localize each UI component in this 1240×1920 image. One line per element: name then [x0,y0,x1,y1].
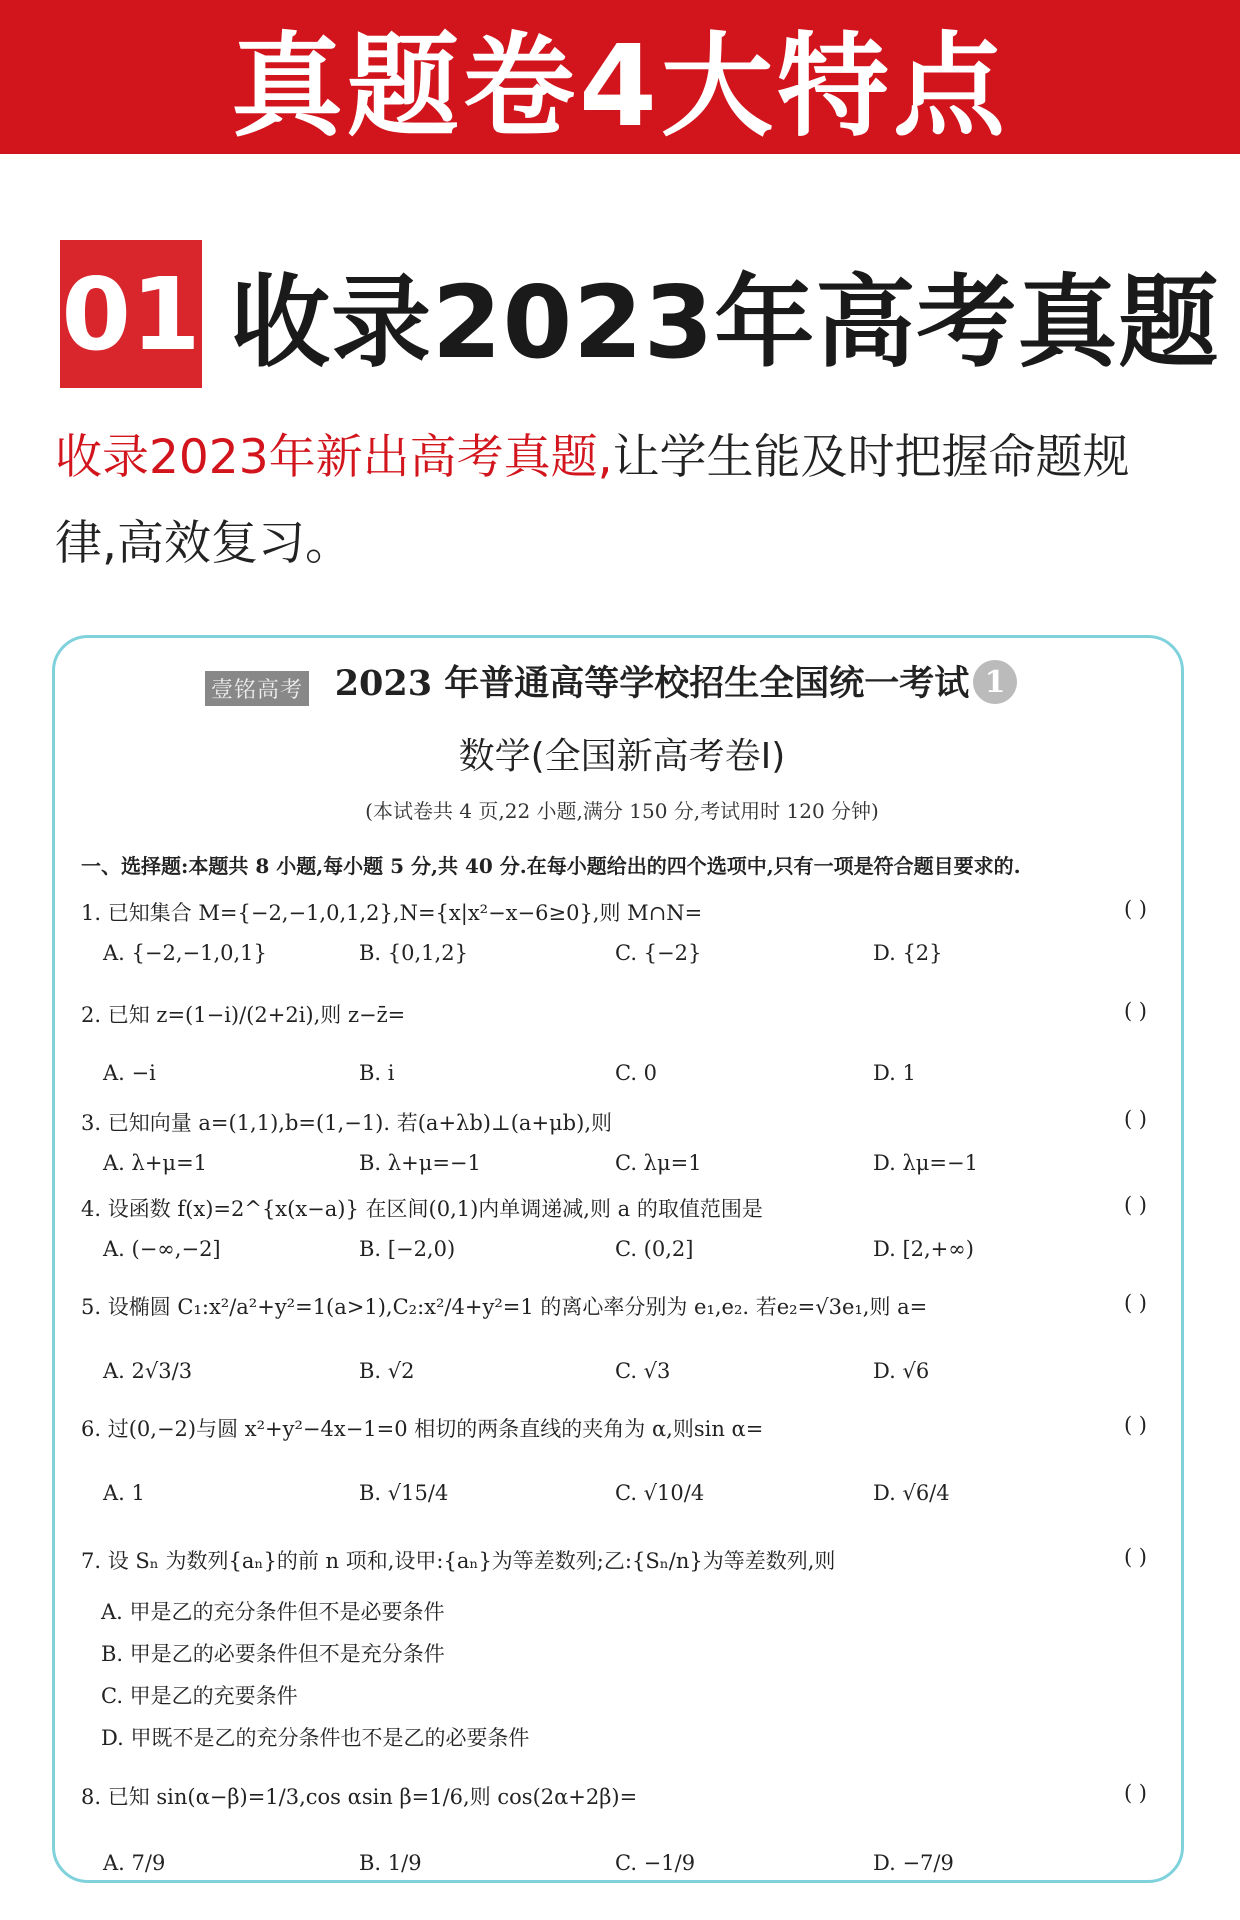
options-1 [103,941,1167,965]
section-heading: 一、选择题:本题共 8 小题,每小题 5 分,共 40 分.在每小题给出的四个选项中,只有一项是符合题目要求的. [81,854,1021,878]
question-2 [81,999,1167,1029]
option: A. −i [103,1061,156,1085]
paper-header [77,656,1167,706]
options-3 [103,1151,1167,1175]
option: B. i [359,1061,395,1085]
question-1 [81,897,1167,927]
question-stem: 5. 设椭圆 C₁:x²/a²+y²=1(a>1),C₂:x²/4+y²=1 的离心率分别为 e₁,e₂. 若e₂=√3e₁,则 a= [81,1295,928,1319]
exam-subject: 数学(全国新高考卷Ⅰ) [458,736,786,777]
question-5 [81,1291,1167,1321]
answer-paren: ( ) [1123,999,1147,1023]
banner-title: 真题卷4大特点 [231,21,1009,152]
options-8 [103,1851,1167,1875]
exam-paper [77,656,1167,1875]
option: D. 1 [873,1061,916,1085]
question-stem: 2. 已知 z=(1−i)/(2+2i),则 z−z̄= [81,1003,406,1027]
option: A. 甲是乙的充分条件但不是必要条件 [101,1600,445,1624]
question-stem: 3. 已知向量 a=(1,1),b=(1,−1). 若(a+λb)⊥(a+μb),则 [81,1111,612,1135]
option: A. 2√3/3 [103,1359,193,1383]
question-4 [81,1193,1167,1223]
question-8 [81,1781,1167,1811]
options-5 [103,1359,1167,1383]
option: B. 1/9 [359,1851,422,1875]
option: D. [2,+∞) [873,1237,974,1261]
option: C. {−2} [615,941,702,965]
brand-tag: 壹铭高考 [205,671,309,706]
option: C. √3 [615,1359,671,1383]
option: D. {2} [873,941,943,965]
option: B. √15/4 [359,1481,449,1505]
option: A. 7/9 [103,1851,166,1875]
options-2 [103,1061,1167,1085]
option: C. 0 [615,1061,658,1085]
question-stem: 8. 已知 sin(α−β)=1/3,cos αsin β=1/6,则 cos(2α+2β)= [81,1785,638,1809]
option: C. √10/4 [615,1481,705,1505]
feature-number: 01 [60,240,202,388]
desc-rest-2: 律,高效复习。 [55,516,352,571]
option: D. −7/9 [873,1851,954,1875]
answer-paren: ( ) [1123,897,1147,921]
option: A. 1 [103,1481,145,1505]
option: C. 甲是乙的充要条件 [101,1684,298,1708]
answer-paren: ( ) [1123,1413,1147,1437]
exam-paper-frame [52,635,1184,1883]
exam-info: (本试卷共 4 页,22 小题,满分 150 分,考试用时 120 分钟) [365,799,879,823]
question-7 [81,1545,1167,1575]
option: D. √6/4 [873,1481,950,1505]
answer-paren: ( ) [1123,1107,1147,1131]
options-4 [103,1237,1167,1261]
option: A. λ+μ=1 [103,1151,208,1175]
option: C. (0,2] [615,1237,694,1261]
question-3 [81,1107,1167,1137]
question-stem: 1. 已知集合 M={−2,−1,0,1,2},N={x|x²−x−6≥0},则 M∩N= [81,901,703,925]
question-stem: 7. 设 Sₙ 为数列{aₙ}的前 n 项和,设甲:{aₙ}为等差数列;乙:{Sₙ/n}为等差数列,则 [81,1549,836,1573]
question-stem: 6. 过(0,−2)与圆 x²+y²−4x−1=0 相切的两条直线的夹角为 α,则sin α= [81,1417,764,1441]
option: D. λμ=−1 [873,1151,978,1175]
option: B. 甲是乙的必要条件但不是充分条件 [101,1642,445,1666]
option: B. [−2,0) [359,1237,456,1261]
answer-paren: ( ) [1123,1545,1147,1569]
volume-badge: 1 [973,660,1017,704]
option: C. λμ=1 [615,1151,702,1175]
feature-heading [60,240,1219,388]
desc-highlight: 收录2023年新出高考真题, [55,430,613,485]
option: D. √6 [873,1359,930,1383]
answer-paren: ( ) [1123,1291,1147,1315]
option: B. λ+μ=−1 [359,1151,481,1175]
desc-rest-1: 让学生能及时把握命题规 [612,430,1130,485]
exam-title: 2023 年普通高等学校招生全国统一考试 [334,663,970,704]
option: A. (−∞,−2] [103,1237,221,1261]
question-stem: 4. 设函数 f(x)=2^{x(x−a)} 在区间(0,1)内单调递减,则 a 的取值范围是 [81,1197,763,1221]
answer-paren: ( ) [1123,1193,1147,1217]
option: C. −1/9 [615,1851,696,1875]
top-banner [0,0,1240,154]
feature-description [55,415,1185,587]
feature-title: 收录2023年高考真题 [230,264,1220,381]
question-6 [81,1413,1167,1443]
option: D. 甲既不是乙的充分条件也不是乙的必要条件 [101,1726,530,1750]
options-7 [101,1591,1167,1759]
answer-paren: ( ) [1123,1781,1147,1805]
options-6 [103,1481,1167,1505]
option: B. √2 [359,1359,415,1383]
option: B. {0,1,2} [359,941,468,965]
option: A. {−2,−1,0,1} [103,941,267,965]
